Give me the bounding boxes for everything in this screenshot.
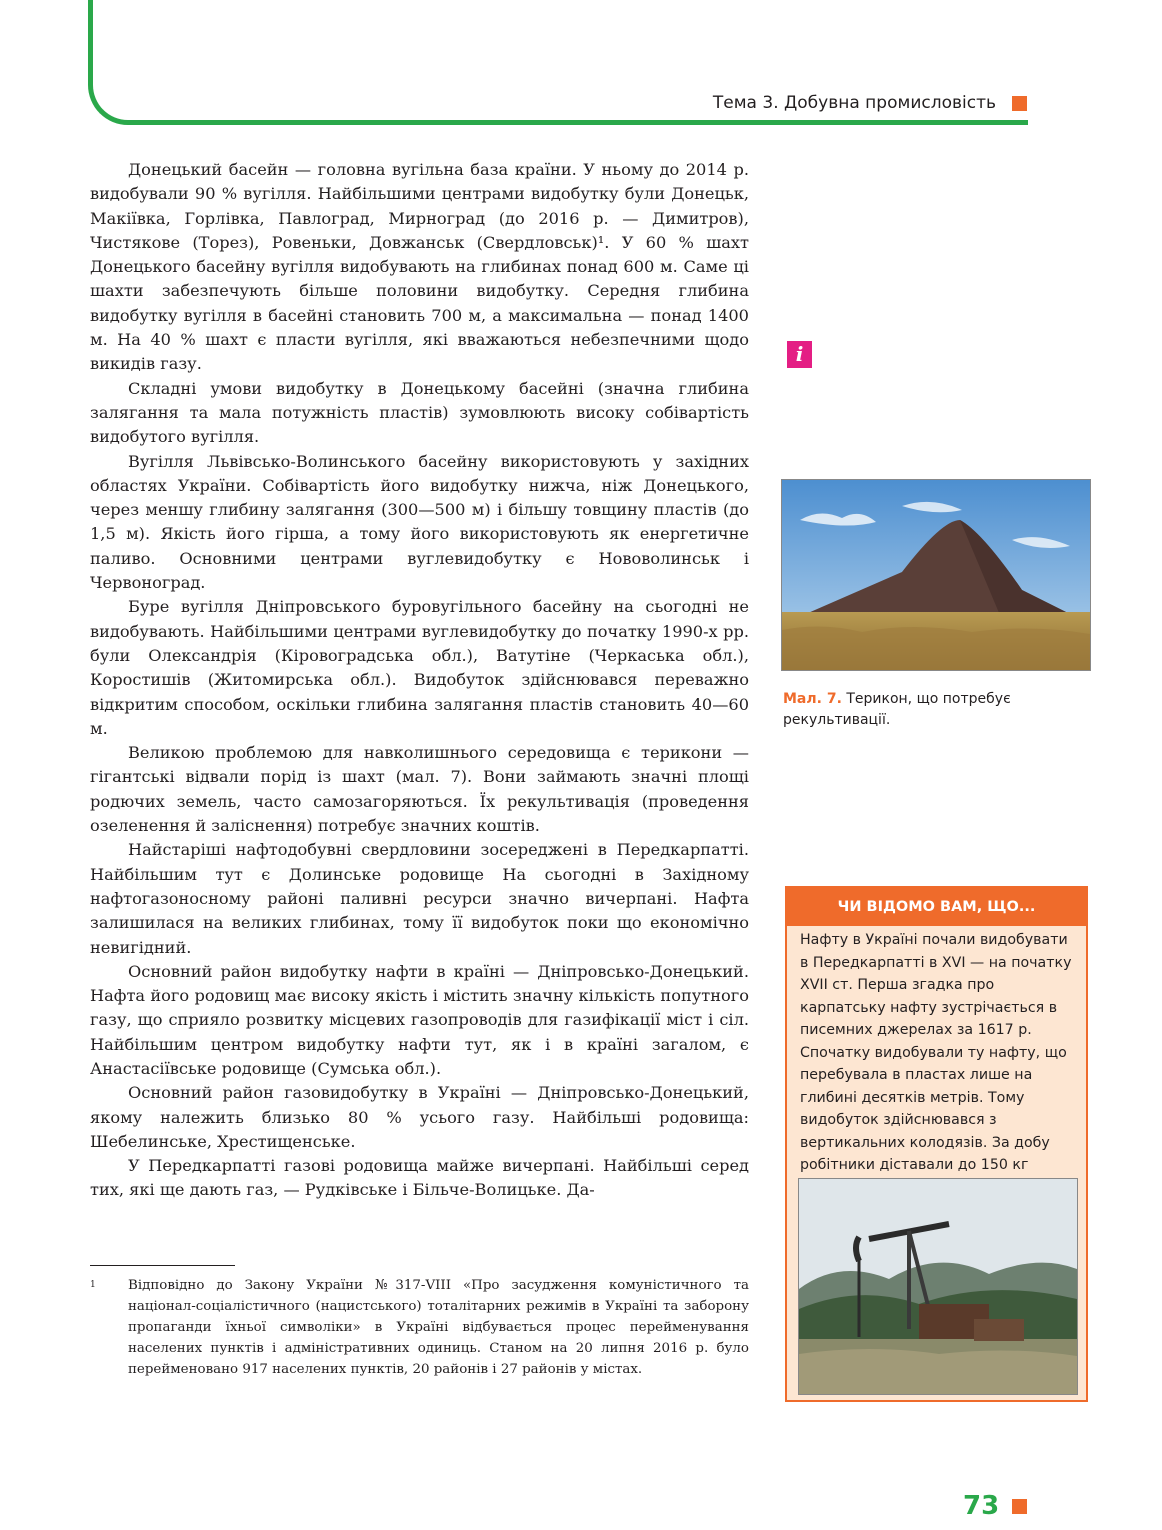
figure-caption [783,689,1083,731]
oil-pump-photo [798,1178,1078,1395]
figure-caption-text: Терикон, що потребує рекультивації. [783,691,1011,728]
paragraph: У Передкарпатті газові родовища майже вичерпані. Найбільші серед тих, які ще дають газ, — Рудківське і Більче-Волицьке. Да- [90,1156,749,1200]
chapter-title: Тема 3. Добувна промисловість [712,93,996,113]
main-text [90,158,749,1203]
did-you-know-box [785,886,1088,1402]
did-you-know-title: ЧИ ВІДОМО ВАМ, ЩО... [787,888,1086,926]
paragraph: Донецький басейн — головна вугільна база країни. У ньому до 2014 р. видобували 90 % вугілля. Найбільшими центрами видобутку були Донецьк, Макіївка, Горлівка, Павлоград, Мирноград (до 2016 р. — Димитров), Чистякове (Торез), Ровеньки, Довжанськ (Свердловськ)¹. У 60 % шахт Донецького басейну вугілля видобувають на глибинах понад 600 м. Саме ці шахти забезпечують більше половини видобутку. Середня глибина видобутку вугілля в басейні становить 700 м, а максимальна — понад 1400 м. На 40 % шахт є пласти вугілля, які вважаються небезпечними щодо викидів газу. [90,160,749,374]
footnote [90,1275,749,1380]
waste-heap-photo [781,479,1091,671]
figure-label: Мал. 7. [783,691,842,707]
page-number: 73 [963,1491,1000,1521]
paragraph: Буре вугілля Дніпровського буровугільного басейну на сьогодні не видобувають. Найбільшими центрами вуглевидобутку до початку 1990-х рр. були Олександрія (Кіровоградська обл.), Ватутіне (Черкаська обл.), Коростишів (Житомирська обл.). Видобуток здійснювався переважно відкритим способом, оскільки глибина залягання пластів становить 40—60 м. [90,597,749,738]
info-icon: i [787,341,812,368]
paragraph: Великою проблемою для навколишнього середовища є терикони — гігантські відвали порід із шахт (мал. 7). Вони займають значні площі родючих земель, часто самозагоряються. Їх рекультивація (проведення озеленення й заліснення) потребує значних коштів. [90,743,749,836]
paragraph: Основний район газовидобутку в Україні — Дніпровсько-Донецький, якому належить близько 80 % усього газу. Найбільші родовища: Шебелинське, Хрестищенське. [90,1083,749,1151]
paragraph: Найстаріші нафтодобувні свердловини зосереджені в Передкарпатті. Найбільшим тут є Долинське родовище На сьогодні в Західному нафтогазоносному районі паливні ресурси значно вичерпані. Нафта залишилася на великих глибинах, тому її видобуток поки що економічно невигідний. [90,840,749,957]
page-number-marker [1012,1499,1027,1514]
did-you-know-text: Нафту в Україні почали видобувати в Передкарпатті в XVI — на початку XVII ст. Перша згадка про карпатську нафту зустрічається в писемних джерелах за 1617 р. Спочатку видобували ту нафту, що перебувала в пластах лише на глибині десятків метрів. Тому видобуток здійснювався з вертикальних колодязів. За добу робітники діставали до 150 кг [800,932,1072,1173]
footnote-mark: 1 [90,1280,96,1290]
paragraph: Складні умови видобутку в Донецькому басейні (значна глибина залягання та мала потужність пластів) зумовлюють високу собівартість видобутого вугілля. [90,378,749,447]
header-marker [1012,96,1027,111]
footnote-divider [90,1265,235,1266]
paragraph: Вугілля Львівсько-Волинського басейну використовують у західних областях України. Собівартість його видобутку нижча, ніж Донецького, через меншу глибину залягання (300—500 м) і більшу товщину пластів (до 1,5 м). Якість його гірша, а тому його використовують як енергетичне паливо. Основними центрами вуглевидобутку є Нововолинськ і Червоноград. [90,451,749,593]
paragraph: Основний район видобутку нафти в країні — Дніпровсько-Донецький. Нафта його родовищ має високу якість і містить значну кількість попутного газу, що сприяло розвитку місцевих газопроводів для газифікації міст і сіл. Найбільшим центром видобутку нафти тут, як і в країні загалом, є Анастасіївське родовище (Сумська обл.). [90,961,749,1078]
footnote-text: Відповідно до Закону України №317-VIII «Про засудження комуністичного та націонал-соціалістичного (нацистського) тоталітарних режимів в Україні та заборону пропаганди їхньої символіки» в Україні відбувається процес перейменування населених пунктів і адміністративних одиниць. Станом на 20 липня 2016 р. було перейменовано 917 населених пунктів, 20 районів і 27 районів у містах. [128,1278,749,1377]
